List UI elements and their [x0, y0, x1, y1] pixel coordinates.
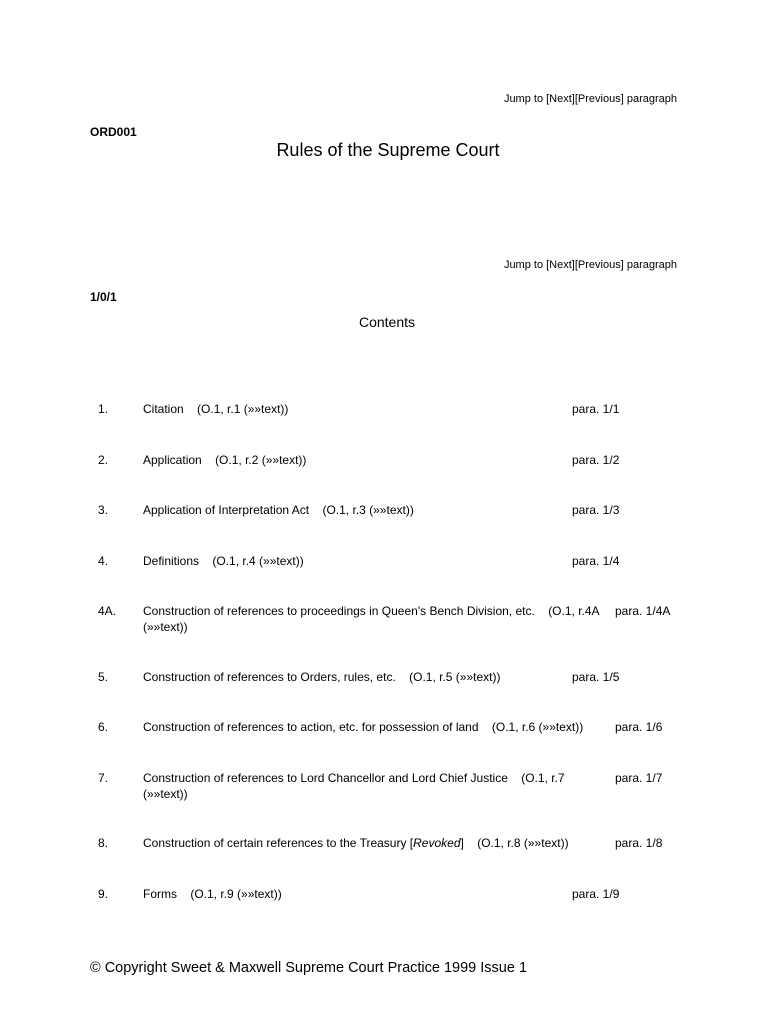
- contents-heading: Contents: [358, 314, 416, 330]
- row-text: [143, 835, 569, 851]
- row-title: Construction of references to proceedings in Queen's Bench Division, etc.: [143, 604, 535, 618]
- jump-nav-top: [504, 93, 677, 105]
- row-text: [143, 886, 282, 902]
- row-number: 7.: [98, 771, 109, 785]
- row-text: [143, 770, 601, 802]
- jump-prefix: Jump to: [503, 93, 547, 105]
- rule-reference-link[interactable]: (O.1, r.8 (»»text)): [477, 836, 569, 850]
- rule-reference-link[interactable]: (O.1, r.6 (»»text)): [491, 720, 584, 734]
- paragraph-link[interactable]: para. 1/4A: [615, 604, 671, 618]
- rule-reference-link[interactable]: (O.1, r.7 (»»text)): [143, 771, 565, 801]
- row-number: 9.: [98, 887, 109, 901]
- row-text: [143, 603, 601, 635]
- row-title: Application: [143, 453, 202, 467]
- next-paragraph-link[interactable]: [Next]: [546, 259, 575, 271]
- rule-reference-link[interactable]: (O.1, r.9 (»»text)): [190, 887, 282, 901]
- row-title: Construction of references to Orders, rules, etc.: [143, 670, 396, 684]
- row-text: [143, 452, 306, 468]
- paragraph-link[interactable]: para. 1/8: [615, 836, 663, 850]
- paragraph-link[interactable]: para. 1/6: [615, 720, 663, 734]
- rule-reference-link[interactable]: (O.1, r.4A (»»text)): [143, 604, 599, 634]
- paragraph-link[interactable]: para. 1/7: [615, 771, 663, 785]
- paragraph-link[interactable]: para. 1/1: [572, 402, 620, 416]
- row-text: [143, 719, 583, 735]
- row-number: 6.: [98, 720, 109, 734]
- row-text: [143, 553, 304, 569]
- row-number: 3.: [98, 503, 109, 517]
- row-text: [143, 669, 500, 685]
- revoked-label: Revoked: [413, 836, 461, 850]
- previous-paragraph-link[interactable]: [Previous]: [574, 93, 624, 105]
- rule-reference-link[interactable]: (O.1, r.4 (»»text)): [212, 554, 304, 568]
- jump-suffix: paragraph: [623, 93, 677, 105]
- row-title-close: ]: [460, 836, 464, 850]
- row-title: Forms: [143, 887, 177, 901]
- paragraph-link[interactable]: para. 1/4: [572, 554, 620, 568]
- row-number: 5.: [98, 670, 109, 684]
- row-text: [143, 502, 414, 518]
- row-title: Application of Interpretation Act: [143, 503, 310, 517]
- paragraph-link[interactable]: para. 1/9: [572, 887, 620, 901]
- row-title: Definitions: [143, 554, 200, 568]
- row-title: Citation: [143, 402, 184, 416]
- jump-suffix: paragraph: [623, 259, 677, 271]
- row-number: 4.: [98, 554, 109, 568]
- copyright-notice: © Copyright Sweet & Maxwell Supreme Court Practice 1999 Issue 1: [90, 960, 528, 976]
- rule-reference-link[interactable]: (O.1, r.3 (»»text)): [322, 503, 414, 517]
- page-title: Rules of the Supreme Court: [276, 140, 500, 160]
- paragraph-link[interactable]: para. 1/5: [572, 670, 620, 684]
- row-number: 4A.: [98, 604, 117, 618]
- jump-nav-contents: [504, 259, 677, 271]
- row-title: Construction of references to action, etc. for possession of land: [143, 720, 479, 734]
- next-paragraph-link[interactable]: [Next]: [546, 93, 575, 105]
- row-number: 1.: [98, 402, 109, 416]
- rule-reference-link[interactable]: (O.1, r.2 (»»text)): [215, 453, 307, 467]
- paragraph-link[interactable]: para. 1/3: [572, 503, 620, 517]
- jump-prefix: Jump to: [503, 259, 547, 271]
- row-number: 2.: [98, 453, 109, 467]
- row-text: [143, 401, 288, 417]
- rule-reference-link[interactable]: (O.1, r.1 (»»text)): [197, 402, 289, 416]
- rule-reference-link[interactable]: (O.1, r.5 (»»text)): [409, 670, 501, 684]
- previous-paragraph-link[interactable]: [Previous]: [574, 259, 624, 271]
- section-code: 1/0/1: [90, 290, 117, 304]
- paragraph-link[interactable]: para. 1/2: [572, 453, 620, 467]
- row-title: Construction of certain references to the Treasury [: [143, 836, 414, 850]
- document-code: ORD001: [90, 125, 137, 139]
- row-number: 8.: [98, 836, 109, 850]
- row-title: Construction of references to Lord Chancellor and Lord Chief Justice: [143, 771, 508, 785]
